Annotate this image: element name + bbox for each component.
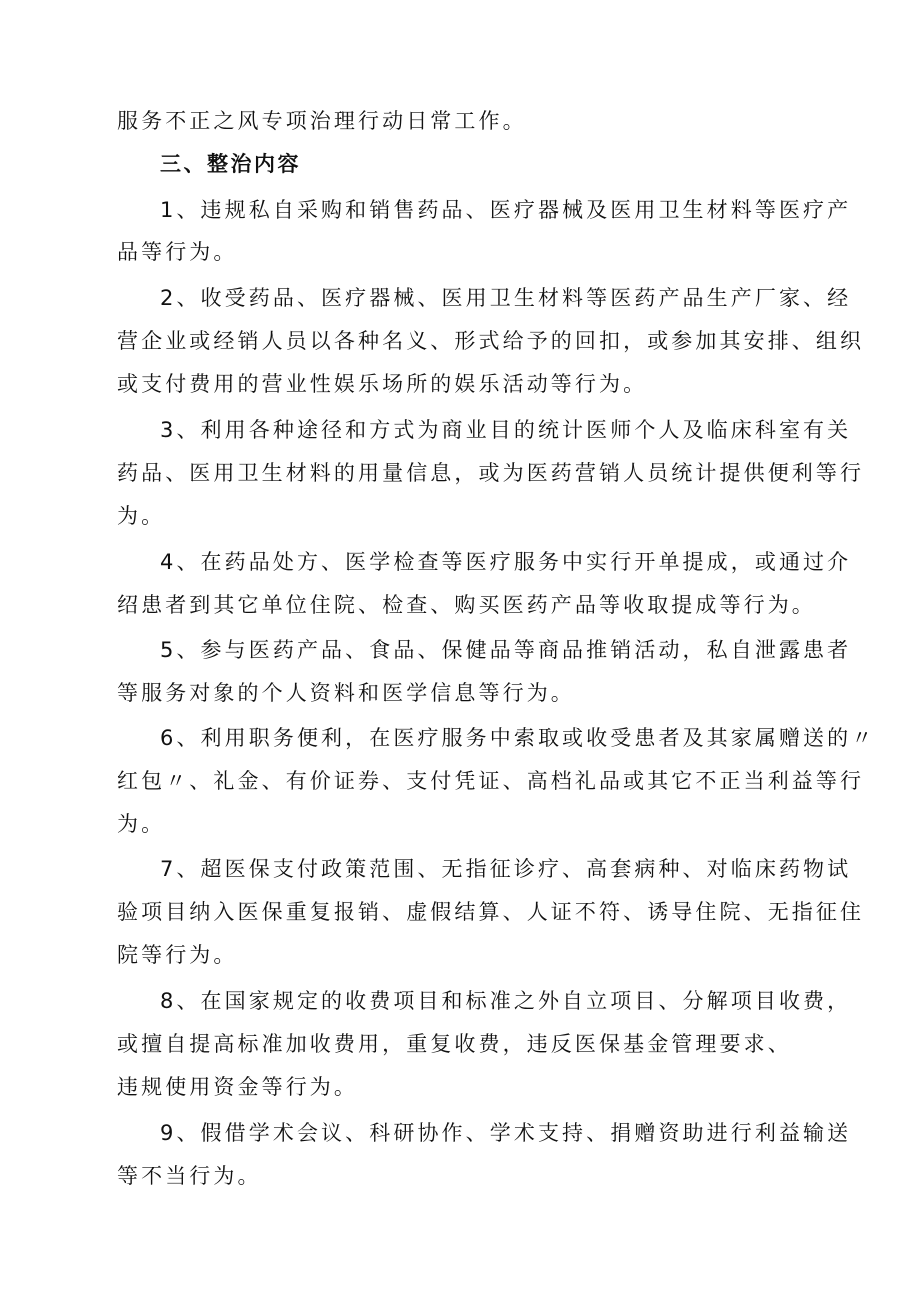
text-line: 等服务对象的个人资料和医学信息等行为。 <box>117 681 575 705</box>
text-line: 5、参与医药产品、食品、保健品等商品推销活动，私自泄露患者 <box>160 638 852 662</box>
text-line: 绍患者到其它单位住院、检查、购买医药产品等收取提成等行为。 <box>117 593 816 617</box>
text-line: 等不当行为。 <box>117 1164 262 1188</box>
text-line: 2、收受药品、医疗器械、医用卫生材料等医药产品生产厂家、经 <box>160 286 852 310</box>
text-line: 4、在药品处方、医学检查等医疗服务中实行开单提成，或通过介 <box>160 550 852 574</box>
text-line: 6、利用职务便利，在医疗服务中索取或收受患者及其家属赠送的〃 <box>160 726 876 750</box>
text-line: 为。 <box>117 812 166 836</box>
text-line: 品等行为。 <box>117 240 238 264</box>
text-line: 验项目纳入医保重复报销、虚假结算、人证不符、诱导住院、无指征住 <box>117 900 865 924</box>
text-line: 服务不正之风专项治理行动日常工作。 <box>117 109 527 133</box>
text-line: 9、假借学术会议、科研协作、学术支持、捐赠资助进行利益输送 <box>160 1121 852 1145</box>
text-line: 3、利用各种途径和方式为商业目的统计医师个人及临床科室有关 <box>160 418 852 442</box>
text-line: 药品、医用卫生材料的用量信息，或为医药营销人员统计提供便利等行 <box>117 461 865 485</box>
section-heading: 三、整治内容 <box>160 152 301 176</box>
text-line: 7、超医保支付政策范围、无指征诊疗、高套病种、对临床药物试 <box>160 857 852 881</box>
text-line: 1、违规私自采购和销售药品、医疗器械及医用卫生材料等医疗产 <box>160 198 852 222</box>
text-line: 或擅自提高标准加收费用，重复收费，违反医保基金管理要求、 <box>117 1032 792 1056</box>
text-line: 营企业或经销人员以各种名义、形式给予的回扣，或参加其安排、组织 <box>117 329 865 353</box>
text-line: 8、在国家规定的收费项目和标准之外自立项目、分解项目收费， <box>160 989 852 1013</box>
text-line: 为。 <box>117 504 166 528</box>
text-line: 或支付费用的营业性娱乐场所的娱乐活动等行为。 <box>117 372 648 396</box>
text-line: 红包〃、礼金、有价证券、支付凭证、高档礼品或其它不正当利益等行 <box>117 769 865 793</box>
text-line: 院等行为。 <box>117 943 238 967</box>
text-line: 违规使用资金等行为。 <box>117 1075 358 1099</box>
